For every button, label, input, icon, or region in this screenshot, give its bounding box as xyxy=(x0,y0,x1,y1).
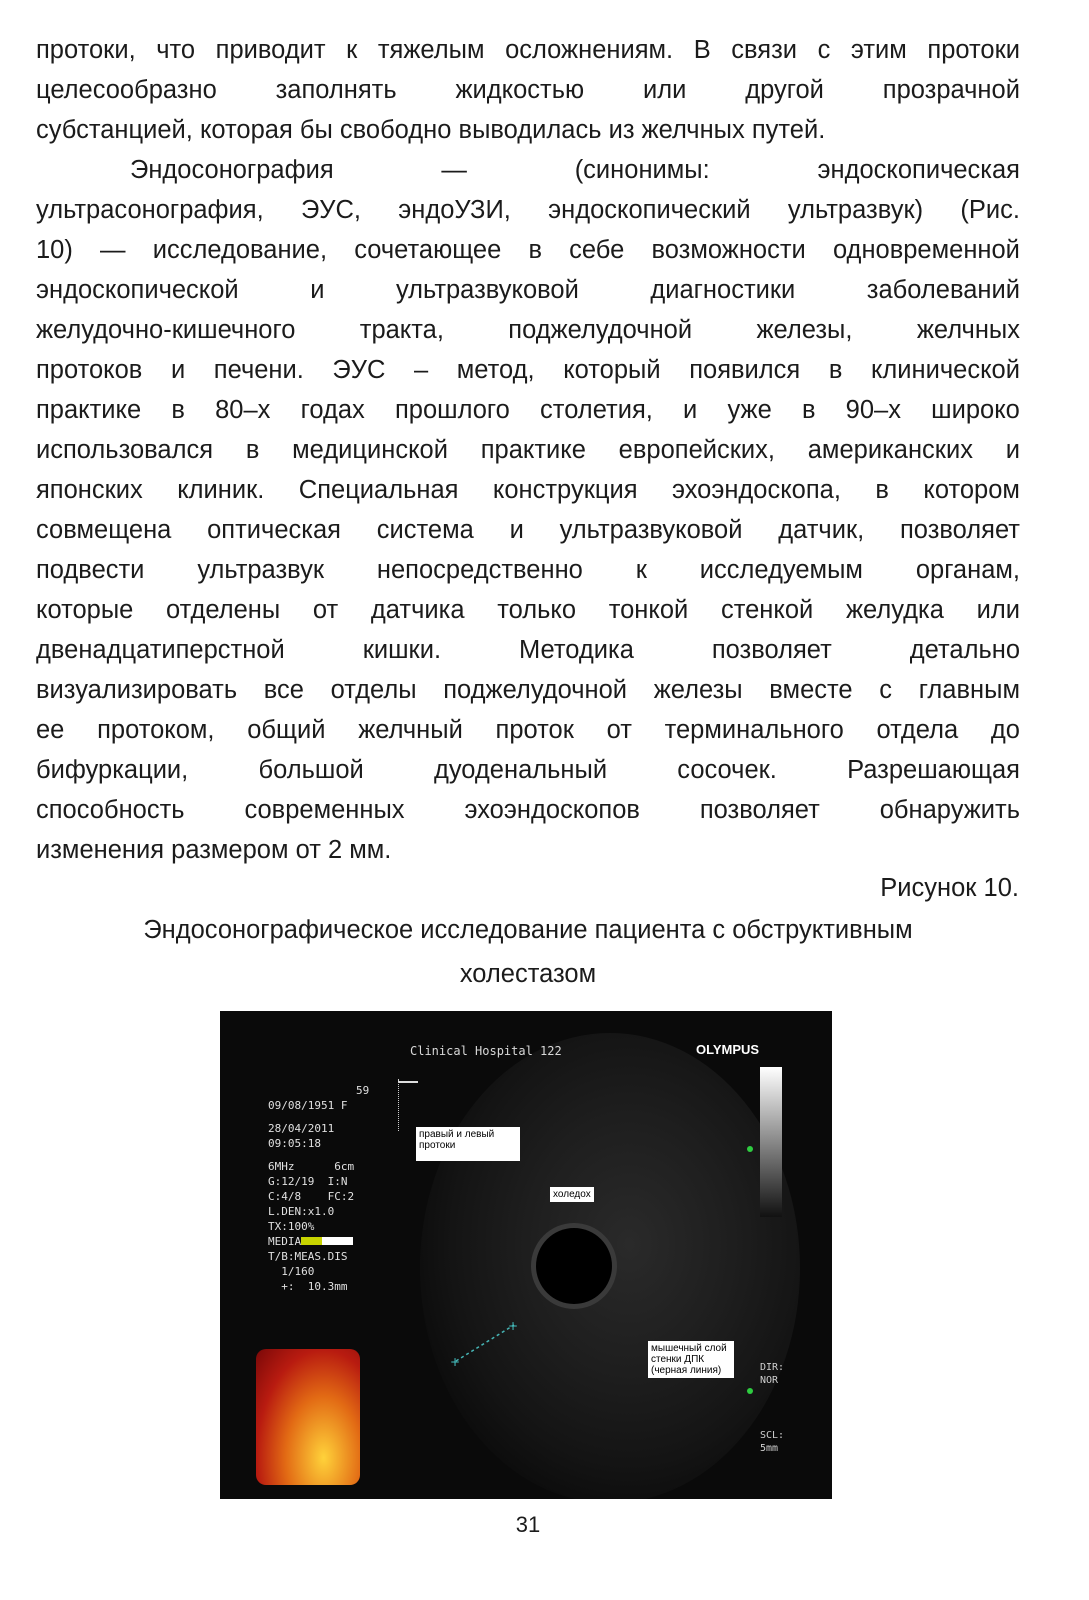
tx-power: TX:100% xyxy=(268,1220,315,1233)
word: метод, xyxy=(456,356,535,384)
hospital-name: Clinical Hospital 122 xyxy=(410,1044,562,1058)
word: железы, xyxy=(756,316,853,344)
word: 80–х xyxy=(215,396,271,424)
word: — xyxy=(441,156,467,184)
word: датчик, xyxy=(778,516,865,544)
word: диагностики xyxy=(650,276,796,304)
scan-date: 28/04/2011 xyxy=(268,1122,335,1135)
word: заполнять xyxy=(275,76,397,104)
word: ультразвуковой xyxy=(395,276,579,304)
word: вместе xyxy=(769,676,853,704)
word: исследуемым xyxy=(699,556,863,584)
figure-ref: Рисунок 10. xyxy=(880,874,1019,902)
dir-value: NOR xyxy=(760,1375,779,1386)
word: непосредственно xyxy=(376,556,583,584)
frequency: 6MHz 6cm xyxy=(268,1160,355,1173)
text-line xyxy=(36,670,1020,710)
endoscopy-thumbnail xyxy=(256,1349,360,1485)
label-ducts: правый и левый протоки xyxy=(416,1127,520,1161)
word: клинической xyxy=(870,356,1020,384)
word: протоки, xyxy=(36,36,136,64)
brand-logo: OLYMPUS xyxy=(696,1042,760,1057)
text-line xyxy=(36,510,1020,550)
word: медицинской xyxy=(292,436,448,464)
word: приводит xyxy=(215,36,326,64)
word: сочетающее xyxy=(354,236,502,264)
word: сосочек. xyxy=(677,756,777,784)
focus-marker-icon xyxy=(747,1146,753,1152)
word: этим xyxy=(850,36,907,64)
word: железы xyxy=(653,676,743,704)
word: дуоденальный xyxy=(433,756,608,784)
word: и xyxy=(170,356,186,384)
word: конструкция xyxy=(492,476,638,504)
word: к xyxy=(635,556,647,584)
main-text xyxy=(36,30,1020,870)
word: эхоэндоскопа, xyxy=(671,476,841,504)
word: протоков xyxy=(36,356,143,384)
word: тонкой xyxy=(608,596,689,624)
measure-mode: T/B:MEAS.DIS xyxy=(268,1250,348,1263)
text-line xyxy=(36,350,1020,390)
word: широко xyxy=(931,396,1020,424)
text-line xyxy=(36,30,1020,70)
focus-marker-icon xyxy=(747,1388,753,1394)
word: с xyxy=(879,676,893,704)
word: подвести xyxy=(36,556,145,584)
word: поджелудочной xyxy=(443,676,628,704)
word: до xyxy=(990,716,1020,744)
word: от xyxy=(606,716,632,744)
word: детально xyxy=(909,636,1020,664)
word: прозрачной xyxy=(882,76,1020,104)
word: система xyxy=(376,516,474,544)
word: появился xyxy=(689,356,801,384)
scale-label: SCL: xyxy=(760,1430,785,1441)
dir-label: DIR: xyxy=(760,1362,785,1373)
word: исследование, xyxy=(152,236,328,264)
word: прошлого xyxy=(394,396,510,424)
word: проток xyxy=(495,716,574,744)
text-line xyxy=(36,790,1020,830)
word: главным xyxy=(918,676,1020,704)
word: в xyxy=(171,396,185,424)
word: оптическая xyxy=(207,516,341,544)
distance: +: 10.3mm xyxy=(268,1280,348,1293)
word: желудка xyxy=(845,596,944,624)
word: отдела xyxy=(876,716,959,744)
word: кишки. xyxy=(362,636,442,664)
word: ее xyxy=(36,716,65,744)
word: и xyxy=(310,276,325,304)
word: или xyxy=(643,76,687,104)
word: тяжелым xyxy=(377,36,485,64)
text-line xyxy=(36,590,1020,630)
word: в xyxy=(528,236,542,264)
word: желчных xyxy=(916,316,1020,344)
measure-point-icon: + xyxy=(450,1355,461,1369)
word: большой xyxy=(258,756,364,784)
word: Эндосонография xyxy=(130,156,334,184)
measure-point-icon: + xyxy=(508,1319,519,1333)
word: способность xyxy=(36,796,185,824)
word: органам, xyxy=(915,556,1020,584)
word: ультразвуковой xyxy=(559,516,743,544)
word: желудочно-кишечного xyxy=(36,316,296,344)
word: датчика xyxy=(370,596,465,624)
word: что xyxy=(156,36,196,64)
word: в xyxy=(875,476,889,504)
word: с xyxy=(817,36,831,64)
word: В xyxy=(693,36,711,64)
text-line xyxy=(36,70,1020,110)
word: целесообразно xyxy=(36,76,217,104)
gain: G:12/19 I:N xyxy=(268,1175,348,1188)
word: и xyxy=(509,516,524,544)
scale-value: 5mm xyxy=(760,1443,779,1454)
text-line xyxy=(36,190,1020,230)
word: и xyxy=(683,396,698,424)
text-line xyxy=(36,750,1020,790)
word: желчный xyxy=(358,716,463,744)
word: ультразвук xyxy=(197,556,325,584)
word: поджелудочной xyxy=(508,316,693,344)
text-line: изменения размером от 2 мм. xyxy=(36,836,392,864)
word: общий xyxy=(247,716,326,744)
page-number: 31 xyxy=(515,1512,541,1537)
media-label: MEDIA xyxy=(268,1235,302,1248)
patient-age: 59 xyxy=(356,1084,370,1097)
ratio: 1/160 xyxy=(268,1265,315,1278)
word: все xyxy=(263,676,304,704)
ultrasound-image xyxy=(220,1011,832,1499)
word: позволяет xyxy=(699,796,820,824)
word: стенкой xyxy=(720,596,814,624)
word: от xyxy=(312,596,339,624)
word: только xyxy=(497,596,577,624)
text-line xyxy=(36,270,1020,310)
word: Методика xyxy=(518,636,634,664)
text-line xyxy=(36,470,1020,510)
word: отделены xyxy=(166,596,281,624)
word: которые xyxy=(36,596,134,624)
word: годах xyxy=(300,396,365,424)
word: двенадцатиперстной xyxy=(36,636,285,664)
word: печени. xyxy=(213,356,304,384)
word: современных xyxy=(244,796,405,824)
word: (синонимы: xyxy=(574,156,710,184)
scan-time: 09:05:18 xyxy=(268,1137,321,1150)
word: эндоскопическая xyxy=(817,156,1020,184)
text-line xyxy=(36,390,1020,430)
word: осложнениям. xyxy=(505,36,674,64)
lden: L.DEN:x1.0 xyxy=(268,1205,335,1218)
word: – xyxy=(413,356,429,384)
word: эндоУЗИ, xyxy=(398,196,511,224)
word: уже xyxy=(727,396,772,424)
word: в xyxy=(245,436,260,464)
word: позволяет xyxy=(899,516,1020,544)
word: ЭУС xyxy=(332,356,386,384)
word: в xyxy=(828,356,843,384)
word: клиник. xyxy=(177,476,265,504)
measure-line xyxy=(456,1325,514,1361)
word: практике xyxy=(480,436,586,464)
text-line xyxy=(36,230,1020,270)
word: бифуркации, xyxy=(36,756,189,784)
word: европейских, xyxy=(618,436,775,464)
caption-line: Эндосонографическое исследование пациента с обструктивным xyxy=(143,916,913,944)
word: визуализировать xyxy=(36,676,238,704)
word: протоки xyxy=(927,36,1020,64)
figure-caption xyxy=(0,908,1056,996)
word: использовался xyxy=(36,436,214,464)
word: (Рис. xyxy=(960,196,1020,224)
word: заболеваний xyxy=(866,276,1020,304)
word: или xyxy=(976,596,1020,624)
word: американских xyxy=(807,436,973,464)
word: Специальная xyxy=(298,476,459,504)
word: ультразвук) xyxy=(787,196,924,224)
word: другой xyxy=(745,76,824,104)
word: одновременной xyxy=(832,236,1020,264)
word: 90–х xyxy=(845,396,901,424)
word: ЭУС, xyxy=(300,196,361,224)
word: отделы xyxy=(330,676,417,704)
text-line xyxy=(36,630,1020,670)
word: эндоскопический xyxy=(548,196,751,224)
word: протоком, xyxy=(97,716,215,744)
text-line xyxy=(36,430,1020,470)
word: практике xyxy=(36,396,142,424)
word: который xyxy=(563,356,661,384)
word: столетия, xyxy=(540,396,653,424)
word: 10) xyxy=(36,236,73,264)
word: тракта, xyxy=(359,316,444,344)
text-line: субстанцией, которая бы свободно выводилась из желчных путей. xyxy=(36,116,826,144)
word: котором xyxy=(923,476,1020,504)
text-line xyxy=(36,150,1020,190)
word: к xyxy=(346,36,358,64)
word: терминального xyxy=(664,716,844,744)
text-line xyxy=(36,550,1020,590)
word: в xyxy=(801,396,816,424)
word: эхоэндоскопов xyxy=(464,796,640,824)
word: и xyxy=(1005,436,1020,464)
word: возможности xyxy=(651,236,806,264)
word: жидкостью xyxy=(455,76,585,104)
patient-dob: 09/08/1951 F xyxy=(268,1099,348,1112)
word: ультрасонография, xyxy=(36,196,264,224)
word: японских xyxy=(36,476,143,504)
word: связи xyxy=(731,36,798,64)
label-muscle: мышечный слой стенки ДПК (черная линия) xyxy=(648,1341,734,1378)
word: — xyxy=(100,236,126,264)
word: Разрешающая xyxy=(847,756,1020,784)
text-line xyxy=(36,310,1020,350)
word: обнаружить xyxy=(879,796,1020,824)
word: совмещена xyxy=(36,516,172,544)
contrast: C:4/8 FC:2 xyxy=(268,1190,355,1203)
label-choledoch: холедох xyxy=(550,1187,594,1202)
caption-line: холестазом xyxy=(459,960,597,988)
text-line xyxy=(36,710,1020,750)
word: эндоскопической xyxy=(36,276,239,304)
word: позволяет xyxy=(711,636,832,664)
word: себе xyxy=(569,236,625,264)
